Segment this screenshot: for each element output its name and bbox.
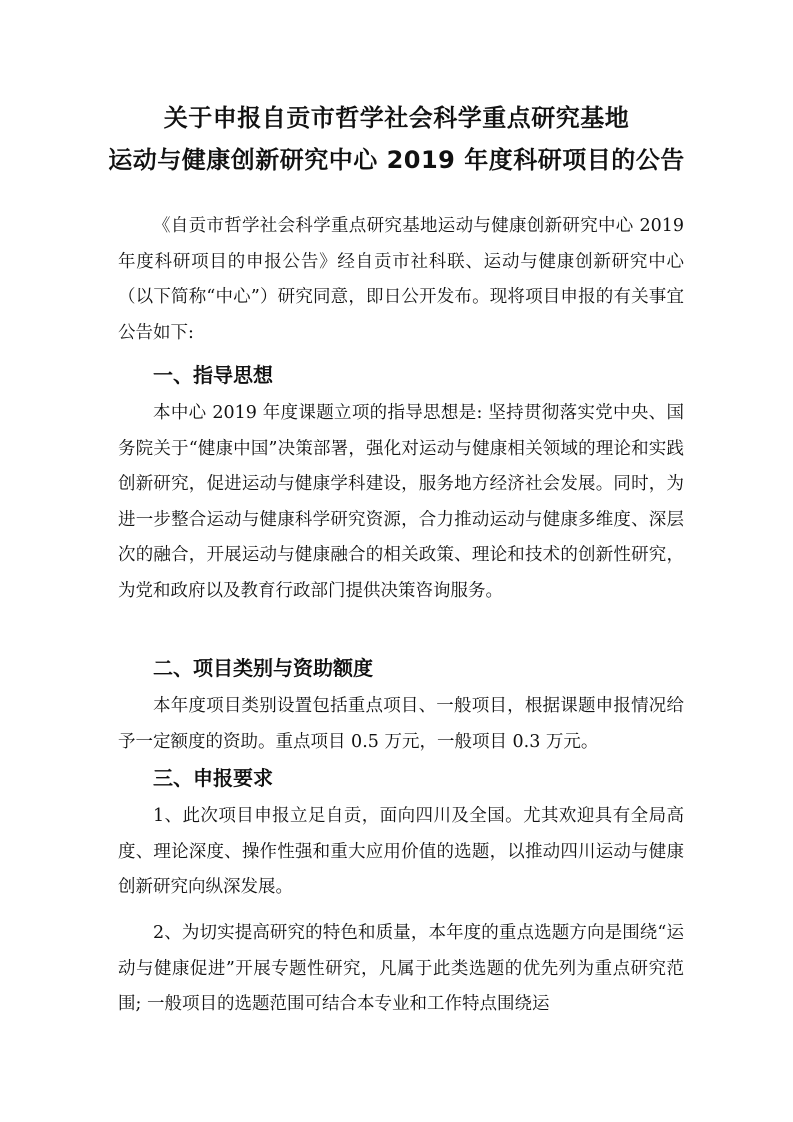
section-2-heading: 二、项目类别与资助额度 (153, 656, 373, 680)
intro-paragraph: 《自贡市哲学社会科学重点研究基地运动与健康创新研究中心 2019 年度科研项目的申报公告》经自贡市社科联、运动与健康创新研究中心（以下简称“中心”）研究同意，即日公开发布。现将项目申报的有关事宜公告如下: (118, 216, 684, 343)
section-1-heading: 一、指导思想 (153, 363, 273, 387)
section-2-body: 本年度项目类别设置包括重点项目、一般项目，根据课题申报情况给予一定额度的资助。重点项目 0.5 万元，一般项目 0.3 万元。 (118, 696, 684, 752)
document-title-line-2: 运动与健康创新研究中心 2019 年度科研项目的公告 (108, 146, 685, 174)
section-3-heading: 三、申报要求 (153, 766, 273, 790)
section-3-item-1: 1、此次项目申报立足自贡，面向四川及全国。尤其欢迎具有全局高度、理论深度、操作性强和重大应用价值的选题，以推动四川运动与健康创新研究向纵深发展。 (118, 806, 684, 897)
section-3-item-2: 2、为切实提高研究的特色和质量，本年度的重点选题方向是围绕“运动与健康促进”开展专题性研究，凡属于此类选题的优先列为重点研究范围; 一般项目的选题范围可结合本专业和工作特点围绕运 (118, 923, 684, 1014)
section-1-body: 本中心 2019 年度课题立项的指导思想是: 坚持贯彻落实党中央、国务院关于“健康中国”决策部署，强化对运动与健康相关领域的理论和实践创新研究，促进运动与健康学科建设，服务地方经济社会发展。同时，为进一步整合运动与健康科学研究资源，合力推动运动与健康多维度、深层次的融合，开展运动与健康融合的相关政策、理论和技术的创新性研究，为党和政府以及教育行政部门提供决策咨询服务。 (118, 403, 684, 601)
document-title-line-1: 关于申报自贡市哲学社会科学重点研究基地 (163, 104, 630, 132)
